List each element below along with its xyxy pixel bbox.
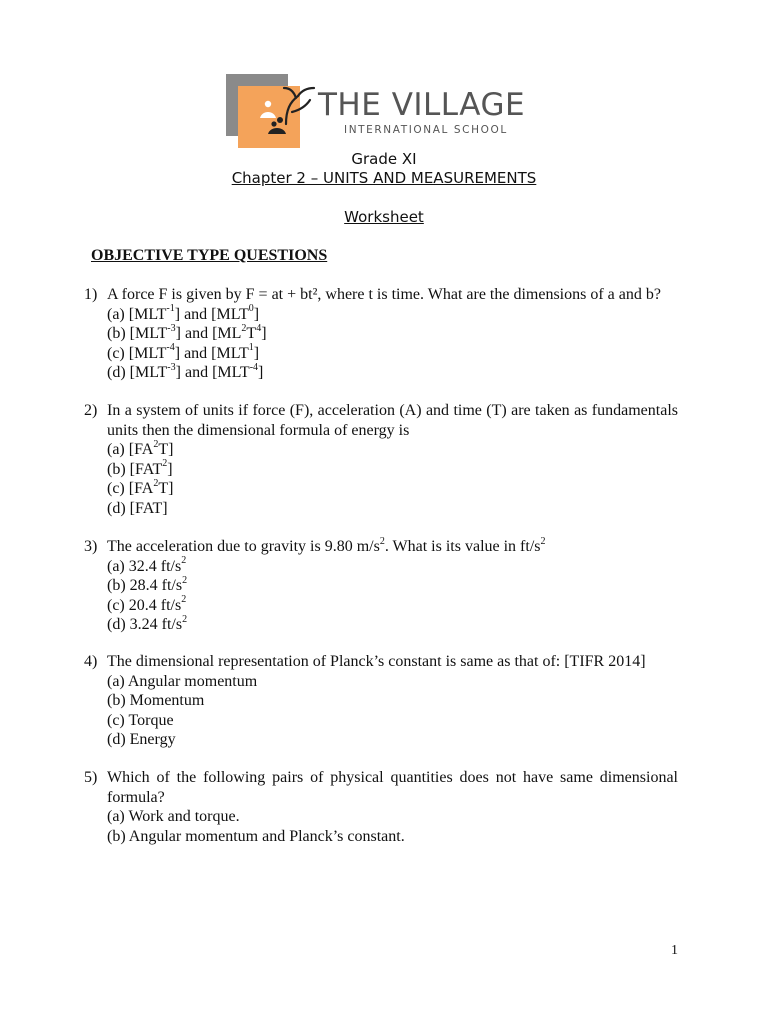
section-title: OBJECTIVE TYPE QUESTIONS <box>91 247 328 264</box>
question-text: A force F is given by F = at + bt², where t is time. What are the dimensions of a and b? <box>107 286 661 303</box>
option-b: (b) Angular momentum and Planck’s constant. <box>107 827 405 845</box>
question-text: In a system of units if force (F), acceleration (A) and time (T) are taken as fundamentals units then the dimensional formula of energy is <box>107 402 678 439</box>
option-d: (d) 3.24 $ft/s^2$ <box>107 614 188 634</box>
question-number: 2) <box>84 402 98 419</box>
tree-people-icon <box>238 76 328 140</box>
question-number: 5) <box>84 769 98 786</box>
question-3 <box>84 537 678 635</box>
option-d: (d) Energy <box>107 731 176 749</box>
option-c: (c) Torque <box>107 711 174 729</box>
question-1 <box>84 285 678 383</box>
worksheet-title: Worksheet <box>344 208 424 226</box>
option-c: (c) $[FA^2T]$ <box>107 478 174 498</box>
chapter-wrapper <box>0 171 768 186</box>
option-b: (b) Momentum <box>107 692 205 710</box>
question-number: 4) <box>84 653 98 670</box>
school-subtitle: INTERNATIONAL SCHOOL <box>344 124 508 136</box>
option-a: (a) Angular momentum <box>107 672 258 690</box>
option-d: (d) $[MLT^{-3}]$ and $[MLT^{-4}]$ <box>107 362 264 382</box>
question-5 <box>84 768 678 846</box>
question-4 <box>84 652 678 750</box>
school-name: THE VILLAGE <box>318 87 526 123</box>
question-text: The acceleration due to gravity is 9.80 $m/s^2$. What is its value in $ft/s^2$ <box>107 535 546 555</box>
option-a: (a) 32.4 $ft/s^2$ <box>107 555 187 575</box>
option-d: (d) [FAT] <box>107 499 168 517</box>
question-2 <box>84 401 678 519</box>
worksheet-wrapper <box>0 210 768 225</box>
option-a: (a) $[FA^2T]$ <box>107 438 174 459</box>
option-a: (a) $[MLT^{-1}]$ and [MLT$^0$] <box>107 303 260 323</box>
question-text: Which of the following pairs of physical quantities does not have same dimensional formula? <box>107 769 678 806</box>
chapter-title: Chapter 2 – UNITS AND MEASUREMENTS <box>231 169 537 187</box>
option-c: (c) $[MLT^{-4}]$ and [MLT$^1$] <box>107 342 260 362</box>
option-b: (b) 28.4 $ft/s^2$ <box>107 574 188 595</box>
question-text: The dimensional representation of Planck’s constant is same as that of: [TIFR 2014] <box>107 653 646 670</box>
option-a: (a) Work and torque. <box>107 808 240 826</box>
grade-label: Grade XI <box>351 150 417 168</box>
option-b: (b) [FAT$^2$] <box>107 458 173 478</box>
question-number: 1) <box>84 286 98 303</box>
option-c: (c) 20.4 $ft/s^2$ <box>107 594 187 614</box>
school-logo <box>226 74 546 144</box>
option-b: (b) $[MLT^{-3}]$ and $[ML^2T^4]$ <box>107 322 267 343</box>
question-number: 3) <box>84 538 98 555</box>
page-number: 1 <box>671 943 678 958</box>
